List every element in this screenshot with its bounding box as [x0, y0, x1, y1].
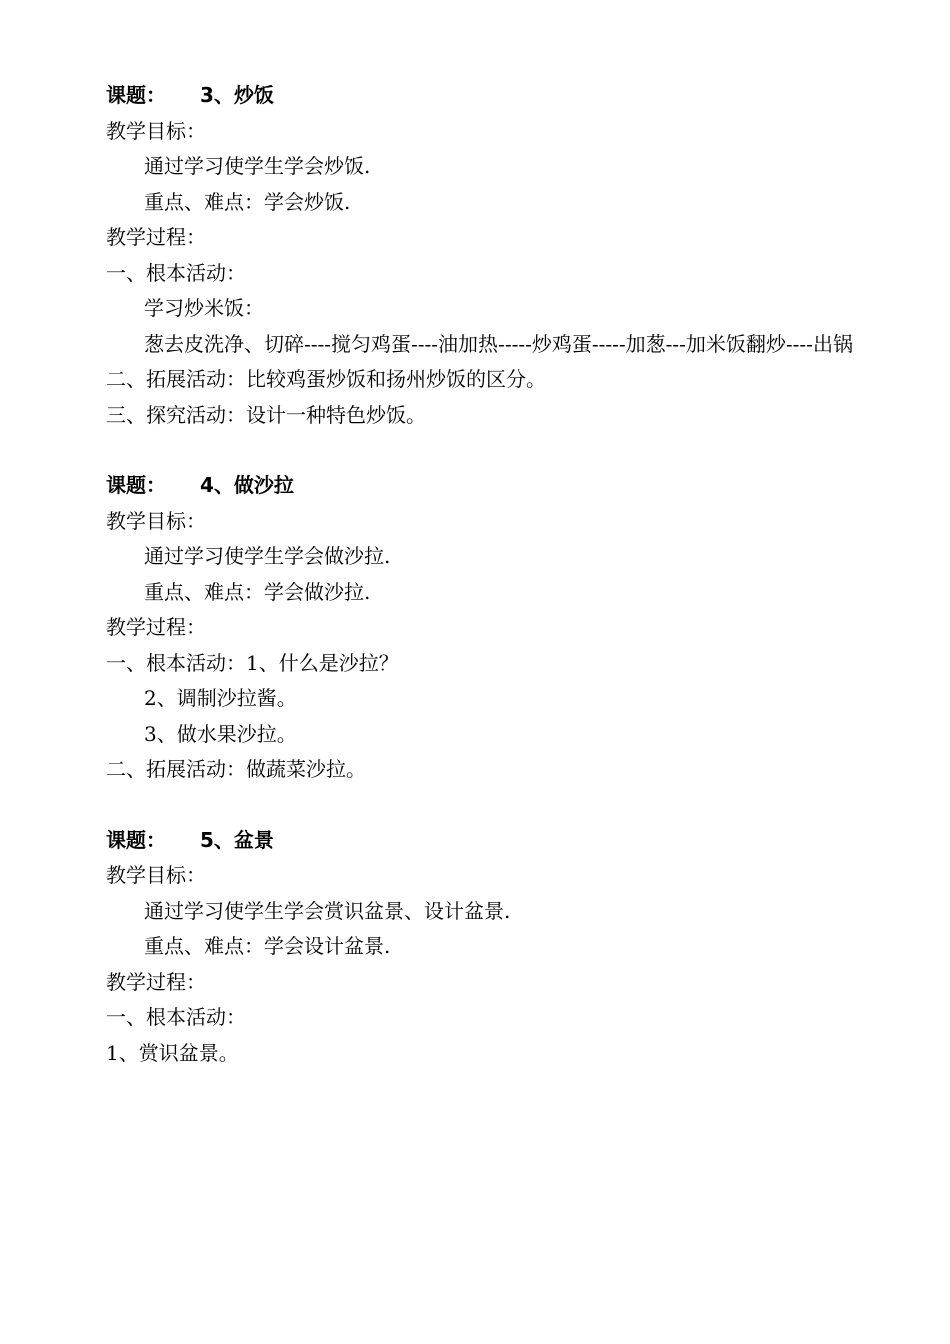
lesson-title	[106, 823, 866, 859]
title-text: 3、炒饭	[200, 83, 274, 107]
title-label: 课题：	[106, 83, 166, 107]
lesson-title	[106, 468, 866, 504]
goal-label: 教学目标：	[106, 863, 206, 887]
process-label: 教学过程：	[106, 615, 206, 639]
list-item: 3、做水果沙拉。	[144, 721, 297, 746]
title-text: 5、盆景	[200, 827, 274, 852]
process-label: 教学过程：	[106, 225, 206, 249]
key-points: 重点、难点：学会炒饭.	[144, 189, 351, 214]
process-label: 教学过程：	[106, 969, 206, 994]
sub-heading: 学习炒米饭：	[144, 296, 264, 320]
list-item: 2、调制沙拉酱。	[144, 686, 297, 710]
goal-label: 教学目标：	[106, 508, 206, 533]
lesson-5	[106, 823, 866, 1072]
key-points: 重点、难点：学会做沙拉.	[144, 579, 371, 604]
lesson-3	[106, 78, 866, 433]
basic-activity: 一、根本活动：1、什么是沙拉？	[106, 650, 399, 675]
list-item: 1、赏识盆景。	[106, 1040, 239, 1065]
title-text: 4、做沙拉	[200, 473, 294, 497]
explore-activity: 三、探究活动：设计一种特色炒饭。	[106, 402, 426, 427]
title-label: 课题：	[106, 827, 166, 852]
goal-text: 通过学习使学生学会赏识盆景、设计盆景.	[144, 898, 511, 923]
goal-label: 教学目标：	[106, 118, 206, 143]
document-page	[106, 78, 866, 1106]
title-label: 课题：	[106, 473, 166, 497]
steps-text: 葱去皮洗净、切碎----搅匀鸡蛋----油加热-----炒鸡蛋-----加葱---加米饭翻炒----出锅	[144, 331, 853, 356]
basic-activity: 一、根本活动：	[106, 260, 246, 285]
goal-text: 通过学习使学生学会炒饭.	[144, 154, 371, 178]
key-points: 重点、难点：学会设计盆景.	[144, 934, 391, 958]
basic-activity: 一、根本活动：	[106, 1005, 246, 1029]
extension-activity: 二、拓展活动：做蔬菜沙拉。	[106, 757, 366, 781]
extension-activity: 二、拓展活动：比较鸡蛋炒饭和扬州炒饭的区分。	[106, 367, 546, 391]
lesson-title	[106, 78, 866, 114]
goal-text: 通过学习使学生学会做沙拉.	[144, 544, 391, 568]
lesson-4	[106, 468, 866, 788]
